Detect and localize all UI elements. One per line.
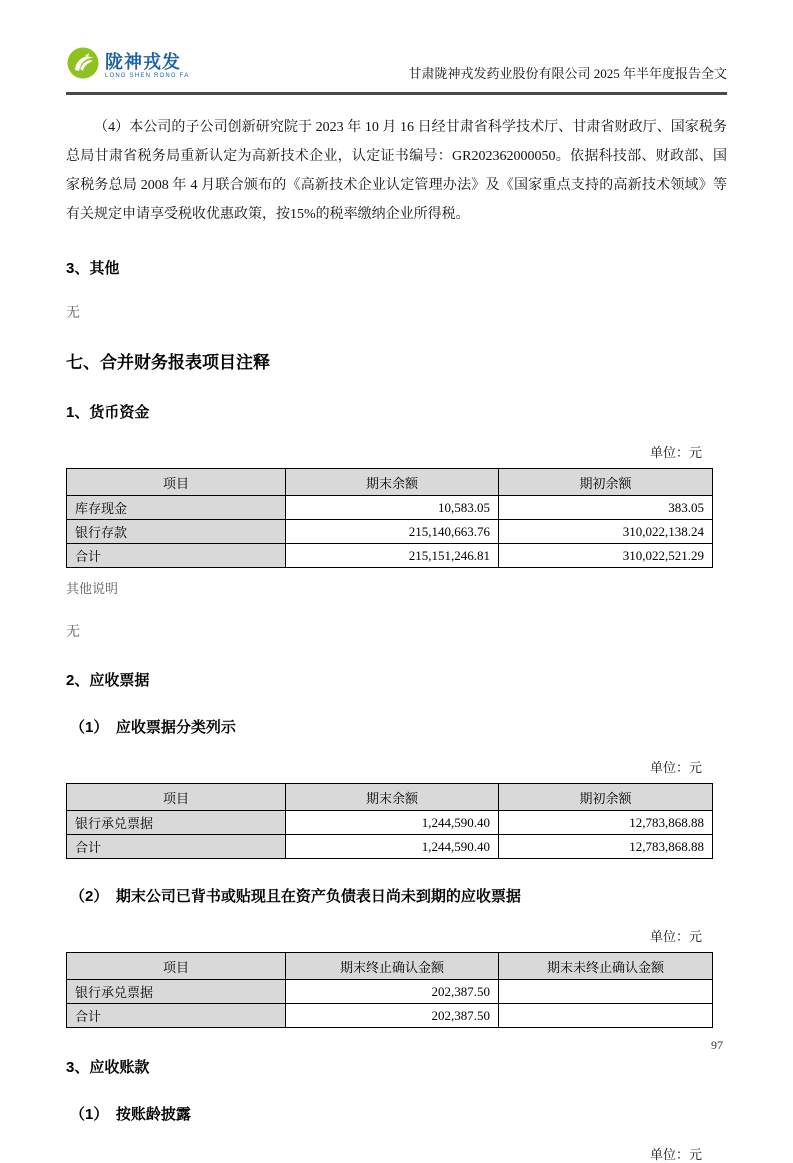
heading-cash: 1、货币资金: [66, 404, 150, 421]
table-cell: 215,140,663.76: [286, 520, 499, 544]
company-logo: [66, 46, 189, 85]
heading-notes-sub2: （2） 期末公司已背书或贴现且在资产负债表日尚未到期的应收票据: [70, 888, 521, 905]
logo-icon: [66, 46, 100, 85]
none-text: 无: [66, 306, 80, 321]
logo-en-text: LONG SHEN RONG FA: [105, 72, 190, 79]
cash-table: [66, 468, 713, 568]
table-row: [67, 544, 713, 568]
table-cell: 银行承兑票据: [67, 980, 286, 1004]
heading-accounts-receivable: 3、应收账款: [66, 1059, 150, 1076]
page-number: 97: [711, 1038, 723, 1052]
table-cell: 12,783,868.88: [499, 835, 713, 859]
table-header-cell: 项目: [67, 953, 286, 980]
table-row: [67, 980, 713, 1004]
unit-label: 单位：元: [649, 445, 702, 460]
table-cell: 1,244,590.40: [286, 811, 499, 835]
table-header-row: [67, 469, 713, 496]
unit-label: 单位：元: [649, 1147, 702, 1162]
table-cell: 383.05: [499, 496, 713, 520]
page-header: [66, 46, 727, 95]
table-cell: [499, 1004, 713, 1028]
table-row: [67, 496, 713, 520]
heading-notes-sub1: （1） 应收票据分类列示: [70, 719, 236, 736]
table-cell: 1,244,590.40: [286, 835, 499, 859]
table-cell: 银行存款: [67, 520, 286, 544]
unit-label: 单位：元: [649, 760, 702, 775]
logo-text: [105, 53, 189, 79]
heading-other: 3、其他: [66, 260, 120, 277]
table-header-cell: 期末余额: [286, 469, 499, 496]
table-header-cell: 项目: [67, 469, 286, 496]
unit-label: 单位：元: [649, 929, 702, 944]
table-cell: 310,022,521.29: [499, 544, 713, 568]
table-cell: 215,151,246.81: [286, 544, 499, 568]
table-header-cell: 期末余额: [286, 784, 499, 811]
other-note-label: 其他说明: [66, 581, 119, 596]
table-header-row: [67, 953, 713, 980]
table-cell: 10,583.05: [286, 496, 499, 520]
table-cell: 202,387.50: [286, 980, 499, 1004]
heading-ar-sub1: （1） 按账龄披露: [70, 1106, 191, 1123]
table-cell: 202,387.50: [286, 1004, 499, 1028]
logo-cn-text: 陇神戎发: [105, 51, 181, 72]
table-row: [67, 520, 713, 544]
table-header-cell: 期末终止确认金额: [286, 953, 499, 980]
heading-section7: 七、合并财务报表项目注释: [66, 353, 270, 372]
table-header-cell: 项目: [67, 784, 286, 811]
notes-classification-table: [66, 783, 713, 859]
tax-paragraph: （4）本公司的子公司创新研究院于 2023 年 10 月 16 日经甘肃省科学技术厅、甘肃省财政厅、国家税务总局甘肃省税务局重新认定为高新技术企业，认定证书编号：GR202362000050。依据科技部、财政部、国家税务总局 2008 年 4 月联合颁布的《高新技术企业认定管理办法》及《国家重点支持的高新技术领域》等有关规定申请享受税收优惠政策，按15%的税率缴纳企业所得税。: [66, 120, 727, 222]
table-header-cell: 期初余额: [499, 784, 713, 811]
table-row: [67, 835, 713, 859]
table-header-cell: 期初余额: [499, 469, 713, 496]
table-cell: 合计: [67, 1004, 286, 1028]
none-text: 无: [66, 625, 80, 640]
notes-endorsed-table: [66, 952, 713, 1028]
table-cell: 银行承兑票据: [67, 811, 286, 835]
document-title: 甘肃陇神戎发药业股份有限公司 2025 年半年度报告全文: [408, 66, 727, 81]
table-cell: 合计: [67, 544, 286, 568]
table-row: [67, 1004, 713, 1028]
heading-notes-receivable: 2、应收票据: [66, 672, 150, 689]
table-cell: 合计: [67, 835, 286, 859]
table-cell: 310,022,138.24: [499, 520, 713, 544]
table-cell: [499, 980, 713, 1004]
table-cell: 12,783,868.88: [499, 811, 713, 835]
table-row: [67, 811, 713, 835]
table-header-cell: 期末未终止确认金额: [499, 953, 713, 980]
table-cell: 库存现金: [67, 496, 286, 520]
table-header-row: [67, 784, 713, 811]
